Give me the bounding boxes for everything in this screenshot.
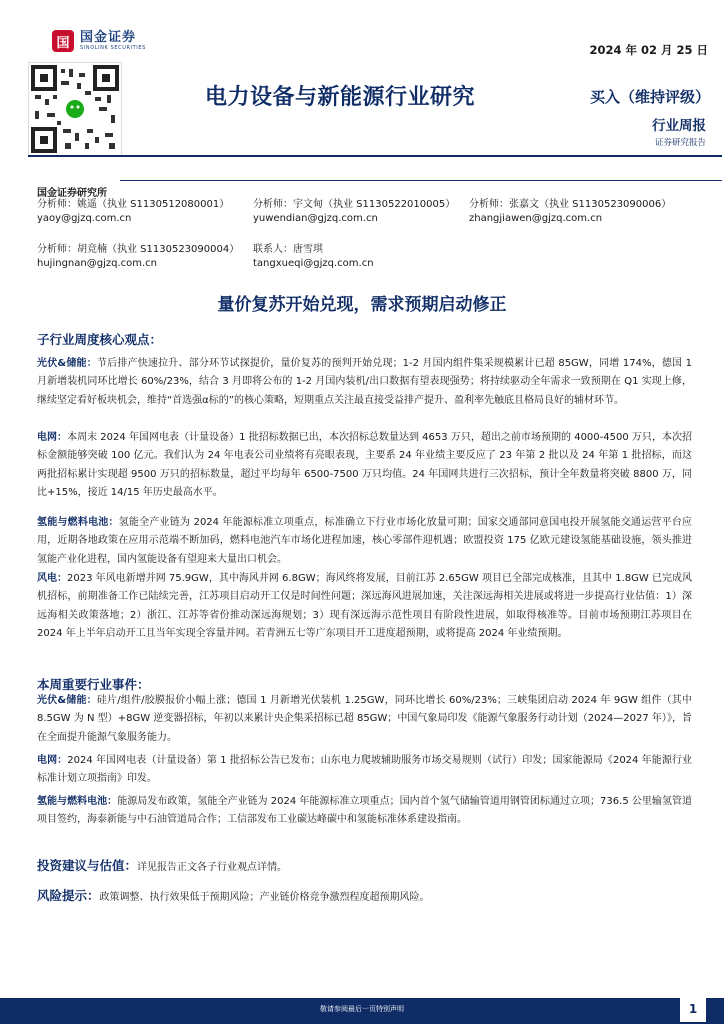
qr-code-icon [29, 63, 121, 155]
analyst-email[interactable]: hujingnan@gjzq.com.cn [37, 258, 157, 269]
core-item-head: 氢能与燃料电池： [37, 517, 119, 528]
investment-section [37, 856, 287, 874]
header-divider [28, 155, 722, 157]
core-item-text: 节后排产快速拉升、部分环节试探提价，量价复苏的预判开始兑现；1-2 月国内组件集采规模累计已超 85GW，同增 174%，德国 1 月新增装机同环比增长 60%/23%，结合 3 月即将公布的 1-2 月国内装机/出口数据有望表现强势；将持续驱动全年需求一致预期在 Q1 实现上修，继续坚定看好板块机会，维持“首选强α标的”的核心策略，短期重点关注最直接受益排产提升、盈利率先触底且格局良好的辅材环节。 [37, 358, 692, 406]
event-item-grid [37, 752, 692, 789]
analyst-card [253, 198, 455, 226]
analyst-info: 分析师：张嘉文（执业 S1130523090006） [469, 199, 672, 210]
event-item-head: 电网： [37, 755, 68, 766]
contact-info: 联系人：唐雪琪 [253, 244, 323, 255]
investment-title: 投资建议与估值： [37, 858, 138, 873]
event-item-pv [37, 692, 692, 747]
report-subject: 量价复苏开始兑现，需求预期启动修正 [217, 295, 507, 315]
footer-disclaimer: 敬请参阅最后一页特别声明 [320, 1005, 404, 1013]
logo-mark: 国 [52, 30, 74, 52]
report-label: 行业周报 [652, 118, 706, 134]
event-item-text: 硅片/组件/胶膜报价小幅上涨；德国 1 月新增光伏装机 1.25GW，同环比增长 60%/23%；三峡集团启动 2024 年 9GW 组件（其中 8.5GW 为 N 型）+8GW 逆变器招标，年初以来累计央企集采招标已超 85GW；中国气象局印发《能源气象服务行动计划（2024—2027 年）》，旨在全面提升能源气象服务能力。 [37, 695, 692, 743]
event-item-head: 氢能与燃料电池： [37, 796, 118, 807]
core-item-text: 2023 年风电新增并网 75.9GW，其中海风并网 6.8GW；海风终将发展，目前江苏 2.65GW 项目已全部完成核准，且其中 1.8GW 已完成风机招标，前期准备工作已陆续完善，江苏项目启动开工仅是时间性问题；深远海风进展加速，关注深远海相关进展或将进一步提高行业估值：1）深远海相关政策落地；2）浙江、江苏等省份推动深远海规划；3）现有深远海示范性项目有阶段性进展，如取得核准等。目前市场预期江苏项目在 2024 年上半年启动开工且当年实现全容量并网。若青洲五七等广东项目开工进度超预期，或将提高 2024 年业绩预期。 [37, 573, 692, 640]
institution: 国金证券研究所 [37, 188, 107, 199]
core-item-text: 本周末 2024 年国网电表（计量设备）1 批招标数据已出，本次招标总数量达到 4653 万只，超出之前市场预期的 4000-4500 万只，本次招标金额能够突破 100 亿元。我们认为 24 年电表公司业绩将有亮眼表现，主要系 24 年业绩主要反应了 23 年第 2 批以及 24 年第 1 批招标，而这两批招标累计实现超 9500 万只的招标数量，超过平均每年 6500-7500 万只均值。24 年国网共进行三次招标，预计全年数量将突破 8800 万，同比+15%，接近 14/15 年历史最高水平。 [37, 432, 692, 499]
core-item-head: 风电： [37, 573, 68, 584]
rating: 买入（维持评级） [589, 88, 710, 106]
analyst-email[interactable]: yaoy@gjzq.com.cn [37, 213, 132, 224]
logo-cn: 国金证券 [80, 30, 137, 45]
analyst-card [469, 198, 671, 226]
analyst-email[interactable]: yuwendian@gjzq.com.cn [253, 213, 378, 224]
event-item-text: 能源局发布政策，氢能全产业链为 2024 年能源标准立项重点；国内首个氢气储输管道用钢管团标通过立项；736.5 公里输氢管道项目签约，海泰新能与中石油管道局合作；工信部发布工业碳达峰碳中和氢能标准体系建设指南。 [37, 796, 692, 826]
event-item-head: 光伏&储能： [37, 695, 97, 706]
risk-title: 风险提示： [37, 888, 100, 903]
core-item-head: 光伏&储能： [37, 358, 97, 369]
core-item-head: 电网： [37, 432, 68, 443]
company-logo [52, 30, 146, 52]
analyst-info: 分析师：胡竞楠（执业 S1130523090004） [37, 244, 240, 255]
report-type: 证券研究报告 [654, 138, 706, 148]
analyst-card [253, 243, 374, 271]
analyst-card [37, 243, 239, 271]
analyst-email[interactable]: zhangjiawen@gjzq.com.cn [469, 213, 603, 224]
contact-email[interactable]: tangxueqi@gjzq.com.cn [253, 258, 374, 269]
event-item-text: 2024 年国网电表（计量设备）第 1 批招标公告已发布；山东电力爬坡辅助服务市场交易规则（试行）印发；国家能源局《2024 年能源行业标准计划立项指南》印发。 [37, 755, 692, 785]
core-item-hydrogen [37, 514, 692, 569]
core-item-wind [37, 570, 692, 644]
qr-code [28, 62, 122, 156]
page-number: 1 [680, 996, 706, 1022]
core-item-text: 氢能全产业链为 2024 年能源标准立项重点，标准确立下行业市场化放量可期；国家交通部同意国电投开展氢能交通运营平台应用，近期各地政策在应用示范端不断加码，燃料电池汽车市场化进程加速，核心零部件迎机遇；欧盟投资 175 亿欧元建设氢能基础设施，领头推进氢能产业化进程，国内氢能设备有望迎来大量出口机会。 [37, 517, 692, 565]
core-item-pv [37, 355, 692, 410]
analyst-card [37, 198, 229, 226]
analyst-info: 分析师：宇文甸（执业 S1130522010005） [253, 199, 456, 210]
investment-text: 详见报告正文各子行业观点详情。 [137, 862, 288, 873]
report-date: 2024 年 02 月 25 日 [589, 43, 708, 57]
risk-section [37, 886, 430, 904]
core-item-grid [37, 429, 692, 503]
analyst-info: 分析师：姚遥（执业 S1130512080001） [37, 199, 230, 210]
logo-text [80, 31, 146, 51]
section-core-title: 子行业周度核心观点： [37, 332, 163, 347]
header-divider-thin [120, 180, 722, 181]
report-title: 电力设备与新能源行业研究 [205, 85, 476, 110]
logo-en: SINOLINK SECURITIES [80, 45, 146, 51]
risk-text: 政策调整、执行效果低于预期风险；产业链价格竞争激烈程度超预期风险。 [99, 892, 430, 903]
event-item-hydrogen [37, 793, 692, 830]
section-events-title: 本周重要行业事件： [37, 677, 150, 692]
